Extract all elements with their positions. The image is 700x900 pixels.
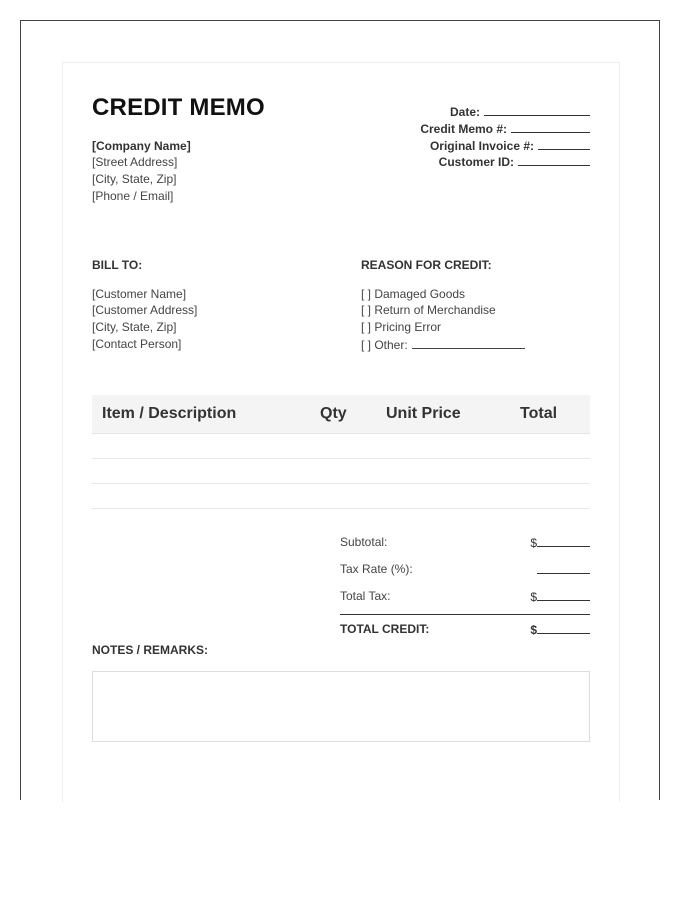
column-header-item: Item / Description: [102, 405, 237, 422]
items-table-header: [92, 395, 590, 434]
table-row[interactable]: [92, 508, 590, 509]
original-invoice-blank[interactable]: [538, 138, 590, 150]
bill-to-line: [City, State, Zip]: [92, 320, 177, 334]
company-city: [City, State, Zip]: [92, 172, 177, 186]
document-title: CREDIT MEMO: [92, 94, 265, 121]
customer-id-blank[interactable]: [518, 154, 590, 166]
date-label: Date:: [449, 105, 480, 119]
table-row[interactable]: [92, 458, 590, 459]
total-credit-divider: [340, 614, 590, 615]
original-invoice-label: Original Invoice #:: [429, 139, 534, 153]
total-tax-label: Total Tax:: [340, 589, 391, 603]
credit-memo-number-field[interactable]: [330, 121, 590, 136]
company-name: [Company Name]: [92, 139, 191, 153]
credit-memo-number-label: Credit Memo #:: [420, 122, 507, 136]
column-header-total: Total: [520, 405, 558, 422]
customer-id-field[interactable]: [330, 154, 590, 169]
reason-option-other[interactable]: [361, 337, 525, 352]
original-invoice-field[interactable]: [330, 138, 590, 153]
bill-to-line: [Contact Person]: [92, 337, 182, 351]
notes-heading: NOTES / REMARKS:: [92, 643, 209, 657]
table-row[interactable]: [92, 483, 590, 484]
reason-option-damaged[interactable]: [ ] Damaged Goods: [361, 287, 466, 301]
bill-to-heading: BILL TO:: [92, 258, 143, 272]
bill-to-line: [Customer Address]: [92, 303, 198, 317]
reason-option-pricing[interactable]: [ ] Pricing Error: [361, 320, 442, 334]
bill-to-line: [Customer Name]: [92, 287, 187, 301]
notes-textarea[interactable]: [92, 671, 590, 742]
column-header-unit-price: Unit Price: [386, 405, 461, 422]
total-credit-label: TOTAL CREDIT:: [340, 622, 430, 636]
reason-option-other-label: [ ] Other:: [361, 338, 408, 352]
total-tax-blank[interactable]: [537, 589, 590, 601]
column-header-qty: Qty: [320, 405, 347, 422]
company-street: [Street Address]: [92, 155, 178, 169]
credit-memo-number-blank[interactable]: [511, 121, 590, 133]
subtotal-blank[interactable]: [537, 535, 590, 547]
tax-rate-blank[interactable]: [537, 562, 590, 574]
date-blank[interactable]: [484, 104, 590, 116]
company-contact: [Phone / Email]: [92, 189, 174, 203]
reason-other-blank[interactable]: [412, 337, 525, 349]
total-credit-currency: $: [530, 623, 537, 637]
total-tax-currency: $: [530, 590, 537, 604]
reason-heading: REASON FOR CREDIT:: [361, 258, 492, 272]
total-tax-field[interactable]: [530, 589, 590, 604]
total-credit-blank[interactable]: [537, 622, 590, 634]
tax-rate-label: Tax Rate (%):: [340, 562, 413, 576]
customer-id-label: Customer ID:: [438, 155, 514, 169]
subtotal-currency: $: [530, 536, 537, 550]
total-credit-field[interactable]: [530, 622, 590, 637]
subtotal-field[interactable]: [530, 535, 590, 550]
tax-rate-field[interactable]: [537, 562, 590, 577]
date-field[interactable]: [330, 104, 590, 119]
subtotal-label: Subtotal:: [340, 535, 388, 549]
reason-option-return[interactable]: [ ] Return of Merchandise: [361, 303, 496, 317]
